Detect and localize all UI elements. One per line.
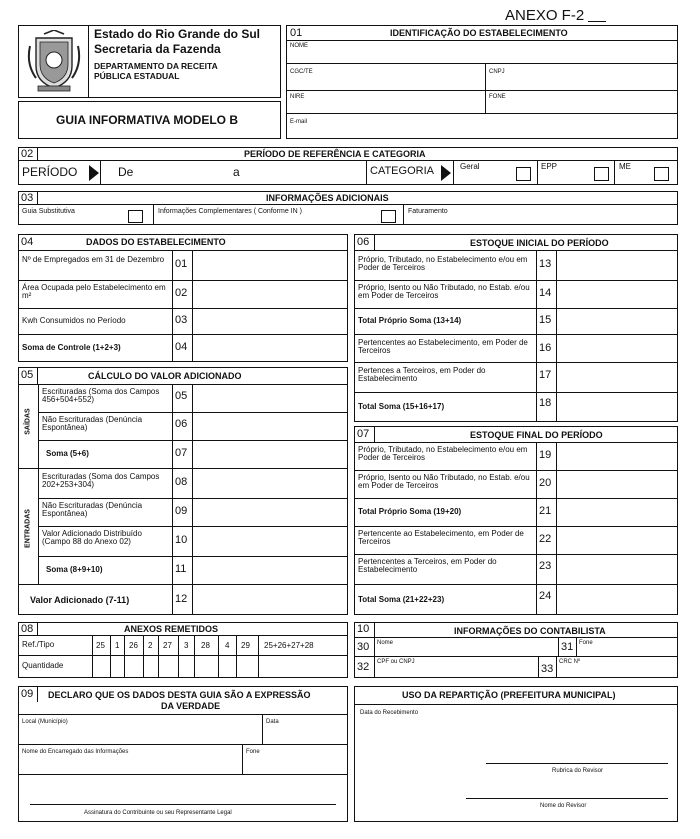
- cgc-field[interactable]: [290, 76, 482, 88]
- s07-row-24-input[interactable]: [559, 586, 675, 613]
- header-divider: [88, 25, 89, 98]
- rule: [536, 442, 537, 615]
- label-quantidade: Quantidade: [22, 661, 64, 670]
- s05-row-10-label: Valor Adicionado Distribuído (Campo 88 do Anexo 02): [42, 529, 142, 547]
- s05-row-5-label: Escrituradas (Soma dos Campos 456+504+552): [42, 387, 160, 405]
- rule: [172, 250, 173, 362]
- local-field[interactable]: [22, 727, 258, 741]
- data-field[interactable]: [266, 727, 344, 741]
- s04-row-1-code: 01: [175, 258, 188, 270]
- s06-row-18-input[interactable]: [559, 394, 675, 420]
- s07-row-24-code: 24: [539, 590, 552, 602]
- rule: [286, 90, 678, 91]
- section-09-title-2: DA VERDADE: [161, 701, 221, 711]
- label-info-complementares: Informações Complementares ( Conforme IN ): [158, 208, 302, 215]
- rule: [110, 635, 111, 678]
- s07-row-19-label: Próprio, Tributado, no Estabelecimento e/ou em Poder de Terceiros: [358, 445, 528, 463]
- annex-col-29: 29: [241, 641, 250, 650]
- periodo-de-field[interactable]: [140, 164, 228, 180]
- s06-row-13-input[interactable]: [559, 252, 675, 278]
- section-01-title: IDENTIFICAÇÃO DO ESTABELECIMENTO: [390, 28, 568, 38]
- rule: [374, 426, 375, 442]
- rule: [18, 204, 678, 205]
- rule: [354, 250, 678, 251]
- uso-title: USO DA REPARTIÇÃO (PREFEITURA MUNICIPAL): [402, 690, 616, 700]
- s10-label-cpf: CPF ou CNPJ: [377, 659, 415, 665]
- rule: [18, 714, 348, 715]
- rule: [286, 113, 678, 114]
- s07-row-24-label: Total Soma (21+22+23): [358, 595, 445, 604]
- label-nome-encarregado: Nome do Encarregado das Informações: [22, 749, 129, 755]
- s04-row-4-label: Soma de Controle (1+2+3): [22, 343, 121, 352]
- label-nome: NOME: [290, 43, 308, 49]
- annex-col-sum: 25+26+27+28: [264, 641, 314, 650]
- s06-row-15-code: 15: [539, 314, 552, 326]
- rule: [354, 584, 678, 585]
- nome-encarregado-field[interactable]: [22, 757, 238, 771]
- dept-line-2: PÚBLICA ESTADUAL: [94, 71, 180, 81]
- section-10-title: INFORMAÇÕES DO CONTABILISTA: [454, 626, 606, 636]
- rule: [262, 714, 263, 744]
- section-10-number: 10: [357, 623, 370, 635]
- s06-row-16-input[interactable]: [559, 336, 675, 360]
- signature-line: [30, 804, 336, 805]
- rule: [354, 637, 678, 638]
- rule: [258, 635, 259, 678]
- contabilista-crc-field[interactable]: [582, 664, 674, 676]
- s05-row-6-code: 06: [175, 418, 188, 430]
- rule: [536, 250, 537, 422]
- section-02-number: 02: [21, 148, 34, 160]
- rule: [37, 191, 38, 204]
- s10-code-30: 30: [357, 641, 370, 653]
- nome-revisor-line: [466, 798, 668, 799]
- rule: [192, 384, 193, 615]
- rule: [403, 204, 404, 225]
- s06-row-14-label: Próprio, Isento ou Não Tributado, no Estab. e/ou em Poder de Terceiros: [358, 283, 530, 301]
- s06-row-17-input[interactable]: [559, 364, 675, 390]
- guia-substitutiva-checkbox[interactable]: [128, 210, 143, 223]
- rule: [556, 250, 557, 422]
- rule: [172, 384, 173, 615]
- label-data-recebimento: Data do Recebimento: [360, 710, 419, 716]
- s06-row-18-label: Total Soma (15+16+17): [358, 402, 445, 411]
- rule: [38, 440, 348, 441]
- rule: [374, 622, 375, 637]
- rule: [18, 655, 348, 656]
- s07-row-21-code: 21: [539, 505, 552, 517]
- s05-row-10-code: 10: [175, 534, 188, 546]
- rule: [194, 635, 195, 678]
- rule: [354, 498, 678, 499]
- rule: [92, 635, 93, 678]
- s05-row-6-input[interactable]: [195, 414, 345, 438]
- section-01-number: 01: [290, 27, 303, 39]
- section-08-number: 08: [21, 623, 34, 635]
- info-complementares-checkbox[interactable]: [381, 210, 396, 223]
- rule: [37, 686, 38, 702]
- rule: [37, 147, 38, 160]
- rule: [158, 635, 159, 678]
- annex-underline: [588, 21, 606, 22]
- s05-row-7-input[interactable]: [195, 442, 345, 466]
- rule: [18, 384, 348, 385]
- label-data: Data: [266, 719, 279, 725]
- rule: [18, 250, 348, 251]
- cnpj-field[interactable]: [489, 76, 675, 88]
- s10-label-crc: CRC Nº: [559, 659, 581, 665]
- label-geral: Geral: [460, 162, 480, 171]
- s05-row-12-code: 12: [175, 593, 188, 605]
- s05-row-7-label: Soma (5+6): [46, 449, 89, 458]
- periodo-a-field[interactable]: [246, 164, 362, 180]
- label-local: Local (Município): [22, 719, 68, 725]
- rule: [192, 250, 193, 362]
- rule: [242, 744, 243, 774]
- annex-col-25: 25: [96, 641, 105, 650]
- rule: [38, 556, 348, 557]
- rule: [178, 635, 179, 678]
- contabilista-cpf-field[interactable]: [424, 664, 536, 676]
- s05-row-12-input[interactable]: [195, 587, 345, 613]
- geral-checkbox[interactable]: [516, 167, 531, 181]
- label-nome-revisor: Nome do Revisor: [540, 803, 587, 809]
- fone-encarregado-field[interactable]: [246, 757, 344, 771]
- s05-row-8-code: 08: [175, 476, 188, 488]
- rule: [354, 470, 678, 471]
- label-ref-tipo: Ref./Tipo: [22, 640, 55, 649]
- s04-row-1-input[interactable]: [195, 252, 345, 278]
- s06-row-14-input[interactable]: [559, 282, 675, 306]
- rule: [374, 637, 375, 656]
- rule: [556, 656, 557, 678]
- rule: [558, 637, 559, 656]
- s04-row-3-code: 03: [175, 314, 188, 326]
- s06-row-16-label: Pertencentes ao Estabelecimento, em Poder de Terceiros: [358, 338, 528, 356]
- s05-row-11-code: 11: [175, 563, 187, 575]
- rubrica-line: [486, 763, 668, 764]
- s05-row-9-label: Não Escrituradas (Denúncia Espontânea): [42, 501, 143, 519]
- s07-row-23-label: Pertencentes a Terceiros, em Poder do Estabelecimento: [358, 557, 497, 575]
- rule: [100, 160, 101, 185]
- label-a: a: [233, 165, 240, 179]
- state-name: Estado do Rio Grande do Sul: [94, 27, 261, 41]
- s04-row-2-code: 02: [175, 287, 188, 299]
- label-assinatura: Assinatura do Contribuinte ou seu Representante Legal: [84, 810, 232, 816]
- s06-row-15-input[interactable]: [559, 310, 675, 332]
- section-07-title: ESTOQUE FINAL DO PERÍODO: [470, 430, 603, 440]
- s05-row-8-label: Escrituradas (Soma dos Campos 202+253+304): [42, 472, 160, 490]
- rule: [18, 308, 348, 309]
- s04-row-1-label: Nº de Empregados em 31 de Dezembro: [22, 255, 165, 264]
- annex-col-2: 2: [148, 641, 153, 650]
- s07-row-22-input[interactable]: [559, 528, 675, 552]
- s07-row-22-label: Pertencente ao Estabelecimento, em Poder de Terceiros: [358, 529, 524, 547]
- s07-row-23-code: 23: [539, 560, 552, 572]
- label-cgc: CGC/TE: [290, 69, 313, 75]
- section-04-title: DADOS DO ESTABELECIMENTO: [86, 237, 226, 247]
- s06-row-15-label: Total Próprio Soma (13+14): [358, 316, 462, 325]
- s06-row-17-label: Pertences a Terceiros, em Poder do Estabelecimento: [358, 366, 486, 384]
- rule: [614, 160, 615, 185]
- data-recebimento-field[interactable]: [360, 718, 672, 758]
- rule: [18, 334, 348, 335]
- label-faturamento: Faturamento: [408, 208, 448, 215]
- rule: [538, 656, 539, 678]
- contabilista-fone-field[interactable]: [596, 644, 674, 654]
- rule: [374, 656, 375, 678]
- s07-row-19-code: 19: [539, 449, 552, 461]
- section-09-number: 09: [21, 688, 34, 700]
- label-rubrica: Rubrica do Revisor: [552, 768, 604, 774]
- annex-col-28: 28: [201, 641, 210, 650]
- label-epp: EPP: [541, 162, 558, 171]
- annex-col-3: 3: [184, 641, 189, 650]
- label-me: ME: [619, 162, 631, 171]
- s06-row-18-code: 18: [539, 397, 552, 409]
- rule: [37, 622, 38, 635]
- label-email: E-mail: [290, 119, 308, 125]
- rule: [354, 554, 678, 555]
- s07-row-21-label: Total Próprio Soma (19+20): [358, 507, 462, 516]
- email-field[interactable]: [316, 122, 674, 136]
- rule: [354, 442, 678, 443]
- rule: [354, 280, 678, 281]
- rule: [354, 362, 678, 363]
- arrow-right-icon: [88, 164, 100, 182]
- rule: [374, 234, 375, 250]
- s04-row-3-label: Kwh Consumidos no Período: [22, 316, 126, 325]
- label-de: De: [118, 165, 134, 179]
- rule: [453, 160, 454, 185]
- section-06-number: 06: [357, 236, 370, 248]
- s07-row-20-input[interactable]: [559, 472, 675, 496]
- annex-col-1: 1: [115, 641, 120, 650]
- s04-row-2-input[interactable]: [195, 282, 345, 306]
- signature-field[interactable]: [30, 780, 336, 802]
- s10-code-31: 31: [561, 641, 574, 653]
- rule: [354, 308, 678, 309]
- s07-row-20-code: 20: [539, 477, 552, 489]
- rule: [354, 704, 678, 705]
- s05-row-5-code: 05: [175, 390, 188, 402]
- annex-col-27: 27: [163, 641, 172, 650]
- rule: [38, 526, 348, 527]
- label-nire: NIRE: [290, 94, 305, 100]
- label-periodo: PERÍODO: [22, 165, 78, 179]
- label-fone-encarregado: Fone: [246, 749, 260, 755]
- rule: [354, 392, 678, 393]
- rule: [18, 160, 678, 161]
- dept-line-1: DEPARTAMENTO DA RECEITA: [94, 61, 218, 71]
- s04-row-3-input[interactable]: [195, 310, 345, 332]
- rule: [354, 656, 678, 657]
- s10-code-32: 32: [357, 661, 370, 673]
- rule: [485, 63, 486, 113]
- contabilista-nome-field[interactable]: [400, 644, 556, 654]
- rule: [366, 160, 367, 185]
- rule: [537, 160, 538, 185]
- s06-row-14-code: 14: [539, 287, 552, 299]
- s05-row-11-input[interactable]: [195, 558, 345, 582]
- fone-field[interactable]: [489, 100, 675, 112]
- form-title: GUIA INFORMATIVA MODELO B: [56, 113, 238, 127]
- label-cnpj: CNPJ: [489, 69, 505, 75]
- section-03-title: INFORMAÇÕES ADICIONAIS: [266, 193, 389, 203]
- secretariat-name: Secretaria da Fazenda: [94, 42, 221, 56]
- nire-field[interactable]: [290, 100, 482, 112]
- s10-code-33: 33: [541, 663, 554, 675]
- section-06-title: ESTOQUE INICIAL DO PERÍODO: [470, 238, 609, 248]
- rule: [18, 468, 348, 469]
- coat-of-arms-icon: [26, 30, 82, 92]
- s07-row-19-input[interactable]: [559, 444, 675, 468]
- rule: [354, 526, 678, 527]
- rule: [576, 637, 577, 656]
- rule: [18, 280, 348, 281]
- section-02-title: PERÍODO DE REFERÊNCIA E CATEGORIA: [244, 149, 426, 159]
- s07-row-20-label: Próprio, Isento ou Não Tributado, no Estab. e/ou em Poder de Terceiros: [358, 473, 530, 491]
- s05-row-9-input[interactable]: [195, 500, 345, 524]
- s04-row-2-label: Área Ocupada pelo Estabelecimento em m²: [22, 283, 166, 301]
- rule: [354, 334, 678, 335]
- entradas-label: ENTRADAS: [24, 509, 32, 548]
- s04-row-4-input[interactable]: [195, 336, 345, 360]
- s05-row-12-label: Valor Adicionado (7-11): [30, 595, 130, 605]
- section-07-number: 07: [357, 428, 370, 440]
- rule: [124, 635, 125, 678]
- s10-label-fone: Fone: [579, 640, 593, 646]
- s05-row-8-input[interactable]: [195, 470, 345, 496]
- label-categoria: CATEGORIA: [370, 165, 434, 177]
- rule: [143, 635, 144, 678]
- rule: [18, 774, 348, 775]
- section-05-title: CÁLCULO DO VALOR ADICIONADO: [88, 371, 242, 381]
- s05-row-10-input[interactable]: [195, 528, 345, 554]
- rule: [218, 635, 219, 678]
- section-04-number: 04: [21, 236, 34, 248]
- rule: [37, 367, 38, 384]
- section-05-number: 05: [21, 369, 34, 381]
- epp-checkbox[interactable]: [594, 167, 609, 181]
- s05-row-7-code: 07: [175, 447, 188, 459]
- rule: [38, 412, 348, 413]
- rule: [18, 744, 348, 745]
- section-03-number: 03: [21, 192, 34, 204]
- s05-row-9-code: 09: [175, 505, 188, 517]
- s07-row-21-input[interactable]: [559, 500, 675, 524]
- s04-row-4-code: 04: [175, 341, 188, 353]
- me-checkbox[interactable]: [654, 167, 669, 181]
- annex-label: ANEXO F-2: [505, 7, 585, 24]
- s06-row-13-label: Próprio, Tributado, no Estabelecimento e/ou em Poder de Terceiros: [358, 255, 528, 273]
- s06-row-13-code: 13: [539, 258, 552, 270]
- s06-row-16-code: 16: [539, 342, 552, 354]
- arrow-right-icon: [440, 164, 452, 182]
- rule: [38, 498, 348, 499]
- section-09-title-1: DECLARO QUE OS DADOS DESTA GUIA SÃO A EXPRESSÃO: [48, 690, 311, 700]
- s06-row-17-code: 17: [539, 369, 552, 381]
- section-08-title: ANEXOS REMETIDOS: [124, 624, 219, 634]
- label-fone: FONE: [489, 94, 506, 100]
- rule: [556, 442, 557, 615]
- rule: [236, 635, 237, 678]
- annex-col-4: 4: [225, 641, 230, 650]
- label-guia-substitutiva: Guia Substitutiva: [22, 208, 75, 215]
- rule: [286, 40, 678, 41]
- rule: [286, 63, 678, 64]
- s05-row-6-label: Não Escrituradas (Denúncia Espontânea): [42, 415, 143, 433]
- rule: [18, 584, 348, 585]
- nome-field[interactable]: [320, 50, 674, 62]
- rule: [18, 635, 348, 636]
- s10-label-nome: Nome: [377, 640, 394, 646]
- annex-col-26: 26: [129, 641, 138, 650]
- rule: [153, 204, 154, 225]
- s07-row-23-input[interactable]: [559, 556, 675, 582]
- s05-row-5-input[interactable]: [195, 386, 345, 410]
- saidas-label: SAÍDAS: [24, 408, 32, 435]
- s05-row-11-label: Soma (8+9+10): [46, 565, 103, 574]
- s07-row-22-code: 22: [539, 533, 552, 545]
- rule: [38, 384, 39, 584]
